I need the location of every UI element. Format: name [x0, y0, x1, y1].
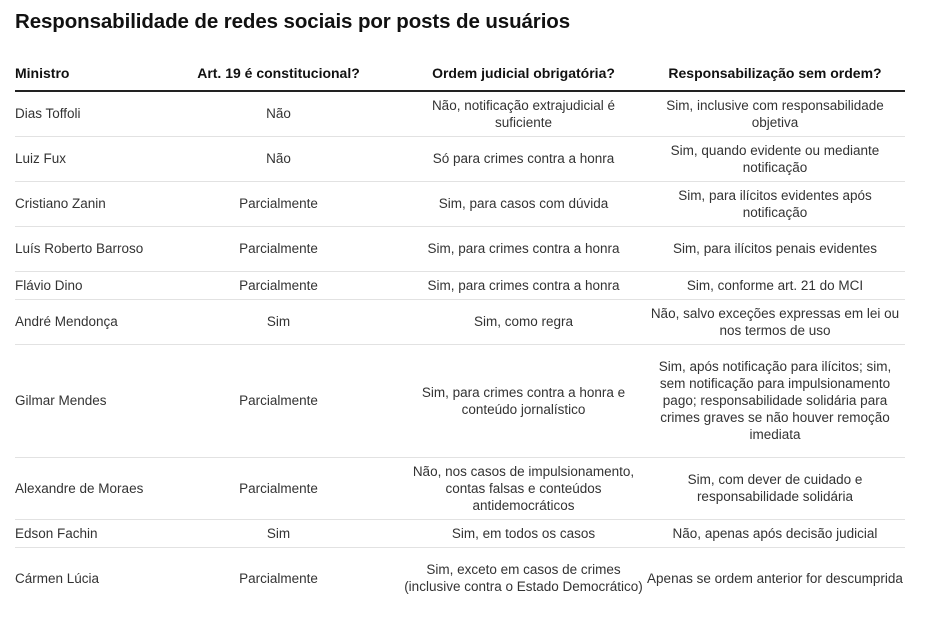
art19-cell: Sim — [155, 299, 402, 344]
art19-cell: Parcialmente — [155, 457, 402, 519]
judicial-order-cell: Sim, para crimes contra a honra — [402, 226, 645, 271]
liability-cell: Sim, quando evidente ou mediante notificação — [645, 136, 905, 181]
judicial-order-cell: Não, nos casos de impulsionamento, contas falsas e conteúdos antidemocráticos — [402, 457, 645, 519]
liability-cell: Não, apenas após decisão judicial — [645, 519, 905, 547]
table-row — [15, 271, 905, 299]
liability-cell: Sim, conforme art. 21 do MCI — [645, 271, 905, 299]
liability-cell: Sim, inclusive com responsabilidade objetiva — [645, 91, 905, 136]
judicial-order-cell: Sim, como regra — [402, 299, 645, 344]
table-row — [15, 136, 905, 181]
table-row — [15, 457, 905, 519]
table-row — [15, 181, 905, 226]
minister-name-cell: Flávio Dino — [15, 271, 155, 299]
table-row — [15, 547, 905, 609]
column-header: Responsabilização sem ordem? — [645, 56, 905, 91]
minister-name-cell: Luiz Fux — [15, 136, 155, 181]
table-row — [15, 299, 905, 344]
minister-name-cell: Cristiano Zanin — [15, 181, 155, 226]
liability-cell: Sim, com dever de cuidado e responsabilidade solidária — [645, 457, 905, 519]
table-row — [15, 519, 905, 547]
column-header: Art. 19 é constitucional? — [155, 56, 402, 91]
minister-name-cell: Cármen Lúcia — [15, 570, 100, 586]
art19-cell: Parcialmente — [155, 181, 402, 226]
judicial-order-cell: Sim, para crimes contra a honra — [402, 271, 645, 299]
art19-cell: Parcialmente — [155, 226, 402, 271]
column-header: Ministro — [15, 56, 155, 91]
column-header: Ordem judicial obrigatória? — [402, 56, 645, 91]
liability-cell: Apenas se ordem anterior for descumprida — [647, 570, 903, 586]
art19-cell: Parcialmente — [155, 271, 402, 299]
table-row — [15, 91, 905, 136]
art19-cell: Não — [155, 91, 402, 136]
ministers-table — [15, 56, 905, 609]
liability-cell: Sim, após notificação para ilícitos; sim, sem notificação para impulsionamento pago; responsabilidade solidária para crimes graves se não houver remoção imediata — [645, 344, 905, 457]
art19-cell: Parcialmente — [239, 570, 318, 586]
liability-cell: Sim, para ilícitos penais evidentes — [645, 226, 905, 271]
chart-title: Responsabilidade de redes sociais por posts de usuários — [15, 10, 571, 33]
art19-cell: Sim — [155, 519, 402, 547]
judicial-order-cell: Sim, para casos com dúvida — [402, 181, 645, 226]
minister-name-cell: André Mendonça — [15, 299, 155, 344]
judicial-order-cell: Sim, exceto em casos de crimes (inclusive contra o Estado Democrático) — [404, 562, 643, 595]
minister-name-cell: Gilmar Mendes — [15, 344, 155, 457]
table-row — [15, 344, 905, 457]
judicial-order-cell: Sim, para crimes contra a honra e conteúdo jornalístico — [402, 344, 645, 457]
minister-name-cell: Dias Toffoli — [15, 91, 155, 136]
judicial-order-cell: Só para crimes contra a honra — [402, 136, 645, 181]
minister-name-cell: Luís Roberto Barroso — [15, 226, 155, 271]
judicial-order-cell: Não, notificação extrajudicial é suficiente — [402, 91, 645, 136]
art19-cell: Parcialmente — [155, 344, 402, 457]
table-row — [15, 226, 905, 271]
liability-cell: Não, salvo exceções expressas em lei ou nos termos de uso — [645, 299, 905, 344]
liability-cell: Sim, para ilícitos evidentes após notificação — [645, 181, 905, 226]
table-body — [15, 91, 905, 609]
minister-name-cell: Edson Fachin — [15, 519, 155, 547]
judicial-order-cell: Sim, em todos os casos — [402, 519, 645, 547]
table-header-row — [15, 56, 905, 91]
art19-cell: Não — [155, 136, 402, 181]
minister-name-cell: Alexandre de Moraes — [15, 457, 155, 519]
